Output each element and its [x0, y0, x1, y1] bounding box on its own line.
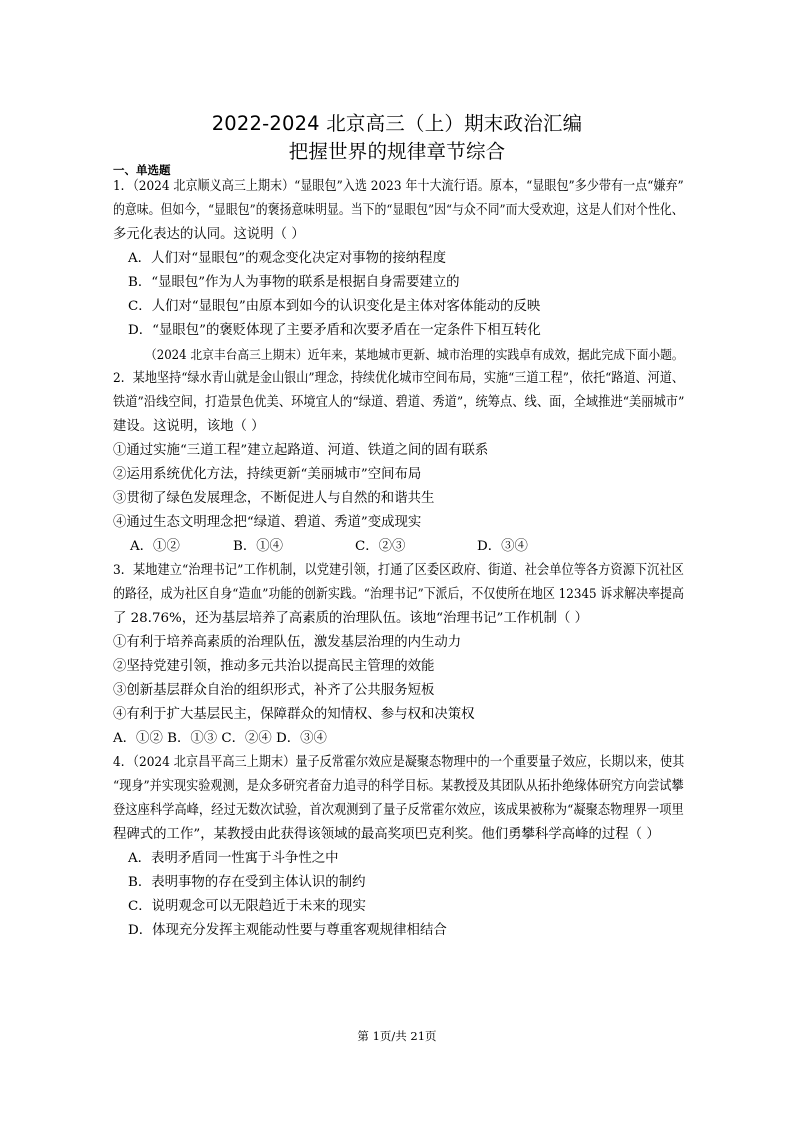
- q2-statement-1: ①通过实施“三道工程”建立起路道、河道、铁道之间的固有联系: [113, 443, 489, 458]
- q1-stem-line1: 1．（2024 北京顺义高三上期末）“显眼包”入选 2023 年十大流行语。原本，“显眼包”多少带有一点“嫌弃”: [113, 179, 684, 194]
- document-title-line1: 2022-2024 北京高三（上）期末政治汇编: [211, 112, 583, 135]
- document-title-line2: 把握世界的规律章节综合: [288, 140, 506, 163]
- q4-option-d: D．体现充分发挥主观能动性要与尊重客观规律相结合: [128, 923, 447, 938]
- q2-statement-2: ②运用系统优化方法，持续更新“美丽城市”空间布局: [113, 467, 422, 482]
- q4-stem-line4: 程碑式的工作”，某教授由此获得该领域的最高奖项巴克利奖。他们勇攀科学高峰的过程（ ）: [113, 827, 660, 842]
- q3-stem-line1: 3．某地建立“治理书记”工作机制，以党建引领，打通了区委区政府、街道、社会单位等各方资源下沉社区: [113, 563, 684, 578]
- q2-stem-line1: 2．某地坚持“绿水青山就是金山银山”理念，持续优化城市空间布局，实施“三道工程”，依托“路道、河道、: [113, 371, 684, 386]
- q3-options: A．①② B．①③ C．②④ D．③④: [113, 731, 327, 746]
- q1-stem-line3: 多元化表达的认同。这说明（ ）: [113, 227, 305, 242]
- page-footer: 第 1页/共 21页: [357, 1029, 437, 1043]
- q1-option-d: D．“显眼包”的褒贬体现了主要矛盾和次要矛盾在一定条件下相互转化: [128, 323, 541, 338]
- q1-option-b: B．“显眼包”作为人为事物的联系是根据自身需要建立的: [128, 275, 460, 290]
- q4-option-c: C．说明观念可以无限趋近于未来的现实: [128, 899, 366, 914]
- q4-option-b: B．表明事物的存在受到主体认识的制约: [128, 875, 366, 890]
- q4-option-a: A．表明矛盾同一性寓于斗争性之中: [128, 851, 339, 866]
- q2-stem-line3: 建设。这说明，该地（ ）: [113, 419, 265, 434]
- q3-stem-line3: 了 28.76%，还为基层培养了高素质的治理队伍。该地“治理书记”工作机制（ ）: [113, 611, 588, 626]
- q4-stem-line2: “现身”并实现实验观测，是众多研究者奋力追寻的科学目标。某教授及其团队从拓扑绝缘体研究方向尝试攀: [113, 779, 684, 794]
- q3-statement-1: ①有利于培养高素质的治理队伍，激发基层治理的内生动力: [113, 635, 462, 650]
- q2-option-c: C．②③: [355, 539, 406, 554]
- q3-statement-3: ③创新基层群众自治的组织形式，补齐了公共服务短板: [113, 683, 435, 698]
- q1-stem-line2: 的意味。但如今，“显眼包”的褒扬意味明显。当下的“显眼包”因“与众不同”而大受欢迎，这是人们对个性化、: [113, 203, 684, 218]
- q3-stem-line2: 的路径，成为社区自身“造血”功能的创新实践。“治理书记”下派后，不仅使所在地区 12345 诉求解决率提高: [113, 587, 684, 602]
- q2-option-b: B．①④: [233, 539, 284, 554]
- q3-statement-2: ②坚持党建引领，推动多元共治以提高民主管理的效能: [113, 659, 435, 674]
- q3-statement-4: ④有利于扩大基层民主，保障群众的知情权、参与权和决策权: [113, 707, 475, 722]
- q1-option-a: A．人们对“显眼包”的观念变化决定对事物的接纳程度: [128, 251, 446, 266]
- q4-stem-line1: 4．（2024 北京昌平高三上期末）量子反常霍尔效应是凝聚态物理中的一个重要量子效应，长期以来，使其: [113, 755, 685, 770]
- q2-option-d: D．③④: [477, 539, 528, 554]
- q2-intro: （2024 北京丰台高三上期末）近年来，某地城市更新、城市治理的实践卓有成效，据此完成下面小题。: [145, 347, 684, 362]
- q2-option-a: A．①②: [130, 539, 180, 554]
- q2-statement-3: ③贯彻了绿色发展理念，不断促进人与自然的和谐共生: [113, 491, 435, 506]
- section-heading: 一、单选题: [113, 163, 171, 177]
- q4-stem-line3: 登这座科学高峰，经过无数次试验，首次观测到了量子反常霍尔效应，该成果被称为“凝聚态物理界一项里: [113, 803, 684, 818]
- q2-statement-4: ④通过生态文明理念把“绿道、碧道、秀道”变成现实: [113, 515, 422, 530]
- q2-options-row: [0, 539, 794, 555]
- q2-stem-line2: 铁道”沿线空间，打造景色优美、环境宜人的“绿道、碧道、秀道”，统筹点、线、面，全域推进“美丽城市”: [113, 395, 685, 410]
- q1-option-c: C．人们对“显眼包”由原本到如今的认识变化是主体对客体能动的反映: [128, 299, 541, 314]
